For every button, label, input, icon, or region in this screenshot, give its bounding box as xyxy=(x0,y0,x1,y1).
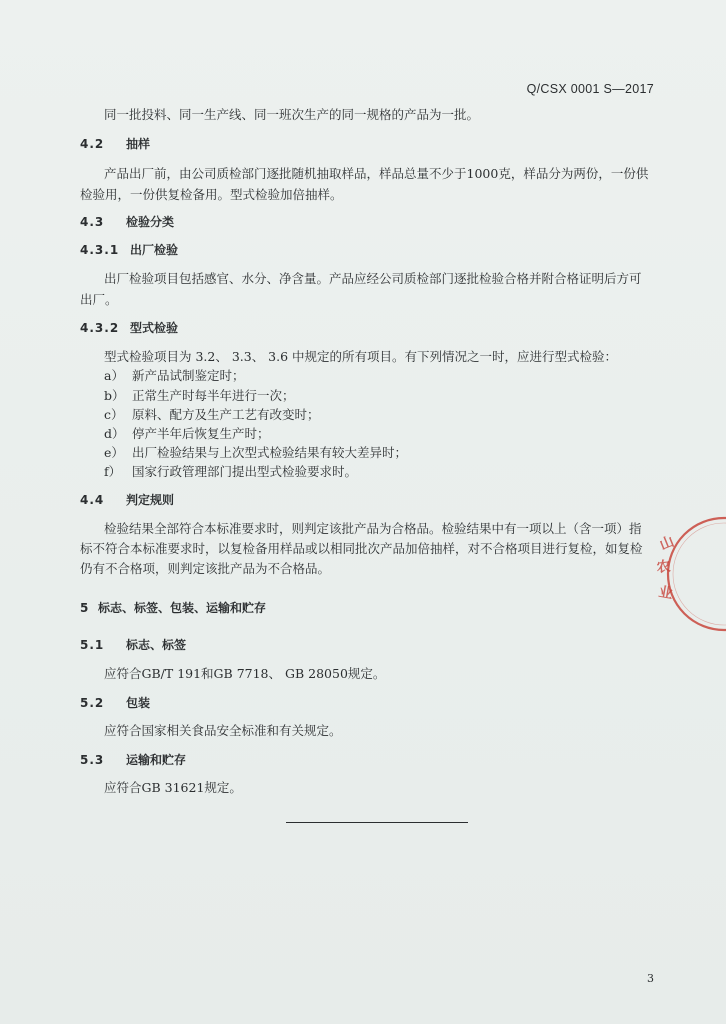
svg-text:农: 农 xyxy=(655,558,672,576)
paragraph-line: 仍有不合格项，则判定该批产品为不合格品。 xyxy=(80,561,331,576)
list-item xyxy=(104,426,270,442)
list-marker: f） xyxy=(104,464,122,479)
company-seal xyxy=(640,512,726,636)
paragraph-line: 产品出厂前，由公司质检部门逐批随机抽取样品，样品总量不少于1000克，样品分为两份，一份供 xyxy=(104,166,649,181)
list-text: 新产品试制鉴定时； xyxy=(132,368,245,383)
section-number: 5.1 xyxy=(80,638,105,652)
list-item xyxy=(104,445,407,461)
paragraph-line: 应符合GB 31621规定。 xyxy=(104,780,242,795)
list-item xyxy=(104,388,295,404)
section-heading-4-4 xyxy=(80,492,174,508)
paragraph-line: 出厂。 xyxy=(80,292,118,307)
paragraph-line: 检验结果全部符合本标准要求时，则判定该批产品为合格品。检验结果中有一项以上（含一项）指 xyxy=(104,521,642,536)
list-marker: c） xyxy=(104,407,124,422)
list-text: 国家行政管理部门提出型式检验要求时。 xyxy=(132,464,358,479)
section-heading-4-2 xyxy=(80,136,150,152)
standard-code: Q/CSX 0001 S—2017 xyxy=(526,82,654,96)
section-title: 判定规则 xyxy=(126,493,175,507)
section-title: 出厂检验 xyxy=(130,243,179,257)
section-number: 4.3.2 xyxy=(80,321,120,335)
list-item xyxy=(104,464,357,480)
section-heading-5 xyxy=(80,600,266,616)
section-number: 5 xyxy=(80,601,90,615)
section-title: 运输和贮存 xyxy=(126,753,187,767)
paragraph-line: 同一批投料、同一生产线、同一班次生产的同一规格的产品为一批。 xyxy=(104,107,480,122)
page-number: 3 xyxy=(647,972,654,985)
section-heading-4-3-2 xyxy=(80,320,178,336)
section-number: 5.3 xyxy=(80,753,105,767)
section-number: 4.2 xyxy=(80,137,105,151)
paragraph-line: 出厂检验项目包括感官、水分、净含量。产品应经公司质检部门逐批检验合格并附合格证明后方可 xyxy=(104,271,642,286)
list-text: 出厂检验结果与上次型式检验结果有较大差异时； xyxy=(132,445,408,460)
section-number: 4.3 xyxy=(80,215,105,229)
section-heading-4-3 xyxy=(80,214,174,230)
seal-stamp-icon xyxy=(640,512,726,636)
section-title: 抽样 xyxy=(126,137,151,151)
list-marker: b） xyxy=(104,388,125,403)
section-heading-5-2 xyxy=(80,695,150,711)
section-heading-4-3-1 xyxy=(80,242,178,258)
section-number: 5.2 xyxy=(80,696,105,710)
paragraph-line: 应符合国家相关食品安全标准和有关规定。 xyxy=(104,723,342,738)
svg-text:业: 业 xyxy=(657,584,674,603)
section-number: 4.4 xyxy=(80,493,105,507)
paragraph-line: 标不符合本标准要求时，以复检备用样品或以相同批次产品加倍抽样，对不合格项目进行复检，如复检 xyxy=(80,541,643,556)
section-heading-5-3 xyxy=(80,752,186,768)
list-item xyxy=(104,368,245,384)
section-number: 4.3.1 xyxy=(80,243,120,257)
section-title: 标志、标签、包装、运输和贮存 xyxy=(98,601,267,615)
section-title: 检验分类 xyxy=(126,215,175,229)
section-title: 标志、标签 xyxy=(126,638,187,652)
list-marker: d） xyxy=(104,426,125,441)
section-title: 型式检验 xyxy=(130,321,179,335)
list-text: 正常生产时每半年进行一次； xyxy=(132,388,295,403)
end-rule xyxy=(286,822,468,823)
svg-text:山: 山 xyxy=(657,533,677,554)
list-marker: a） xyxy=(104,368,124,383)
list-marker: e） xyxy=(104,445,124,460)
paragraph-line: 检验用，一份供复检备用。型式检验加倍抽样。 xyxy=(80,187,343,202)
list-text: 停产半年后恢复生产时； xyxy=(132,426,270,441)
section-title: 包装 xyxy=(126,696,151,710)
paragraph-line: 型式检验项目为 3.2、 3.3、 3.6 中规定的所有项目。有下列情况之一时，应进行型式检验： xyxy=(104,349,618,364)
list-item xyxy=(104,407,320,423)
section-heading-5-1 xyxy=(80,637,186,653)
paragraph-line: 应符合GB/T 191和GB 7718、 GB 28050规定。 xyxy=(104,666,386,681)
list-text: 原料、配方及生产工艺有改变时； xyxy=(132,407,320,422)
